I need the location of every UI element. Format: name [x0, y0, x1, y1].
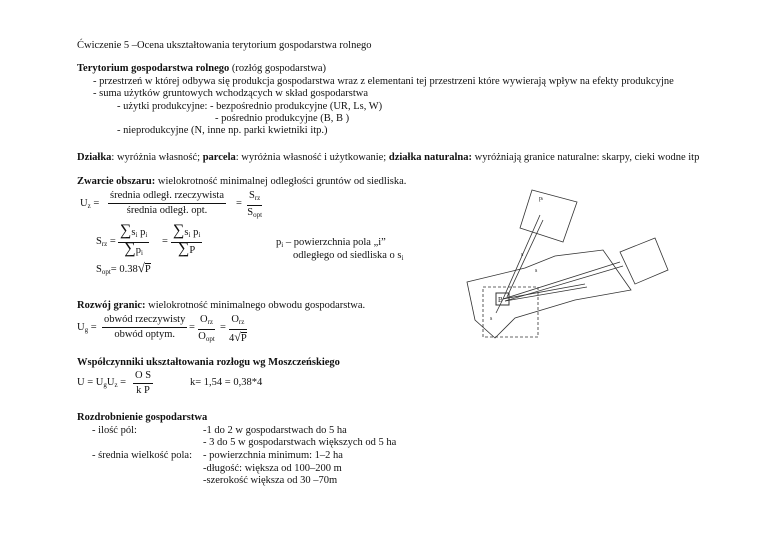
diagram-label-pi: pi	[539, 196, 544, 202]
ug-fraction-perimeter: obwód rzeczywisty obwód optym.	[104, 314, 186, 340]
sopt-formula: $S_{opt}= 0.38√P$	[96, 260, 151, 276]
srz-fraction-1: $\frac{\sum s_i p_i}{\sum p_i}$	[120, 222, 148, 257]
page-title: Ćwiczenie 5 –Ocena ukształtowania terytorium gospodarstwa rolnego	[77, 40, 372, 51]
territory-line-2: - suma użytków gruntowych wchodzących w skład gospodarstwa	[93, 88, 368, 99]
coeffs-lhs: $U = U_gU_z$ =	[77, 377, 127, 389]
field-pi	[520, 190, 577, 242]
def-parcela: : wyróżnia własność i użytkowanie;	[235, 152, 389, 163]
frag-avg-v3: -szerokość większa od 30 –70m	[203, 475, 338, 486]
diagram-label-b: B	[498, 296, 503, 304]
coeffs-k: k= 1,54 = 0,38*4	[190, 377, 263, 388]
term-dzialka: Działka	[77, 152, 112, 163]
territory-heading-note: (rozłóg gospodarstwa)	[231, 63, 327, 74]
frag-avg-label: - średnia wielkość pola:	[92, 450, 193, 461]
boundary-desc: wielokrotność minimalnego obwodu gospodarstwa.	[145, 300, 366, 311]
def-dzialka-naturalna: wyróżniają granice naturalne: skarpy, cieki wodne itp	[472, 152, 700, 163]
field-right	[620, 238, 668, 284]
pi-note-line-2: odległego od siedliska o $s_i$	[293, 250, 404, 262]
coeffs-fraction: $\frac{\text{O S}}{\text{k P}}$	[135, 370, 152, 396]
ug-fraction-o: $O_{rz}$ $O_{opt}$	[198, 314, 215, 343]
ug-fraction-sqrt: $O_{rz}$ 4√P	[229, 314, 247, 344]
frag-fields-v2: - 3 do 5 w gospodarstwach większych od 5 ha	[203, 437, 397, 448]
compactness-line	[77, 176, 406, 188]
uz-fraction-distance: średnia odległ. rzeczywista średnia odległ. opt.	[110, 190, 224, 216]
srz-symbol: $S_{rz}$ =	[96, 236, 116, 248]
ug-symbol: $U_g$ =	[77, 322, 97, 334]
definitions-line	[77, 152, 699, 164]
territory-line-1: - przestrzeń w której odbywa się produkcja gospodarstwa wraz z elementani tej przestrzeni które wywierają wpływ na efekty produkcyjne	[93, 76, 674, 87]
def-dzialka: : wyróżnia własność;	[111, 152, 203, 163]
compactness-heading: Zwarcie obszaru:	[77, 176, 156, 187]
uz-symbol: $U_z$ =	[80, 198, 100, 210]
diagram-label-s: s	[521, 252, 524, 258]
territory-line-5: - nieprodukcyjne (N, inne np. parki kwietniki itp.)	[117, 125, 328, 136]
territory-line-4: - pośrednio produkcyjne (B, B )	[215, 113, 350, 124]
frag-fields-label: - ilość pól:	[92, 425, 137, 436]
frag-avg-v2: -długość: większa od 100–200 m	[203, 463, 342, 474]
term-dzialka-naturalna: działka naturalna:	[388, 152, 472, 163]
coeffs-heading: Współczynniki ukształtowania rozłogu wg Moszczeńskiego	[77, 357, 340, 368]
boundary-heading: Rozwój granic:	[77, 300, 146, 311]
boundary-line	[77, 300, 365, 312]
uz-fraction-s: $S_{rz}$ $S_{opt}$	[247, 190, 263, 219]
territory-heading-line	[77, 63, 326, 75]
territory-heading: Terytorium gospodarstwa rolnego	[77, 63, 230, 74]
term-parcela: parcela	[202, 152, 236, 163]
pi-note-line-1: $p_i$ – powierzchnia pola „i”	[276, 237, 386, 249]
frag-fields-v1: -1 do 2 w gospodarstwach do 5 ha	[203, 425, 347, 436]
compactness-desc: wielokrotność minimalnej odległości gruntów od siedliska.	[155, 176, 407, 187]
territory-line-3: - użytki produkcyjne: - bezpośrednio produkcyjne (UR, Ls, W)	[117, 101, 383, 112]
diagram-label-sopt: s	[490, 316, 493, 322]
territory-outline	[467, 250, 631, 338]
srz-fraction-2: $\frac{\sum s_i p_i}{\sum P}$	[173, 222, 201, 257]
diagram-label-s2: s	[535, 268, 538, 274]
farm-layout-diagram	[455, 180, 685, 350]
frag-heading: Rozdrobnienie gospodarstwa	[77, 412, 208, 423]
frag-avg-v1: - powierzchnia minimum: 1–2 ha	[203, 450, 343, 461]
